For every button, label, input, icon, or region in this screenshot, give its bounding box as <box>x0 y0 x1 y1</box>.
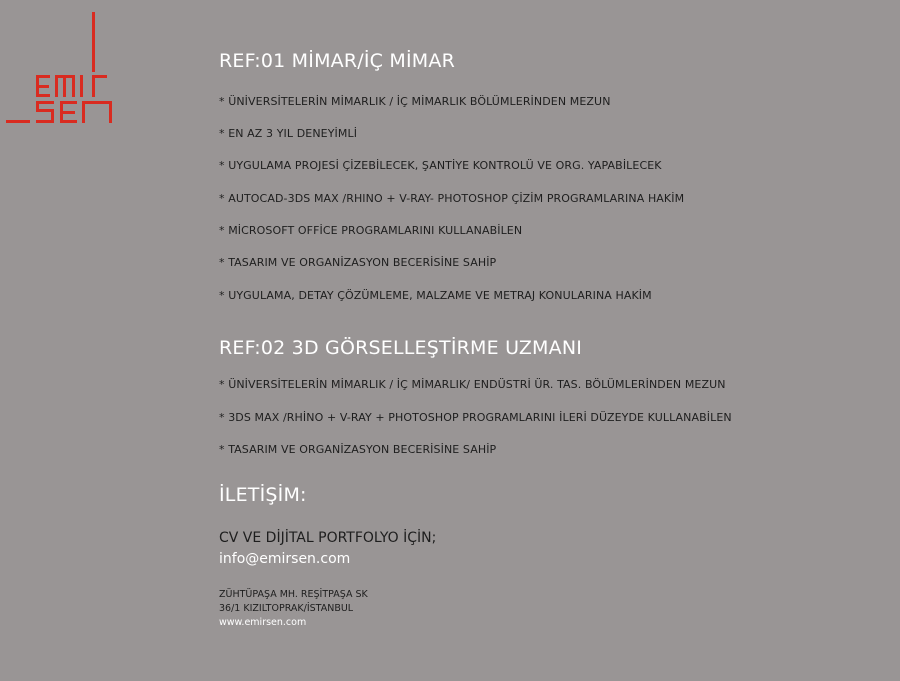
ref01-item: * AUTOCAD-3DS MAX /RHINO + V-RAY- PHOTOSHOP ÇİZİM PROGRAMLARINA HAKİM <box>219 192 685 205</box>
ref01-item: * UYGULAMA, DETAY ÇÖZÜMLEME, MALZAME VE METRAJ KONULARINA HAKİM <box>219 289 652 302</box>
ref02-title: REF:02 3D GÖRSELLEŞTİRME UZMANI <box>219 337 583 359</box>
address-line-2: 36/1 KIZILTOPRAK/İSTANBUL <box>219 603 354 614</box>
ref02-item: * TASARIM VE ORGANİZASYON BECERİSİNE SAHİP <box>219 443 497 456</box>
address-line-1: ZÜHTÜPAŞA MH. REŞİTPAŞA SK <box>219 589 368 600</box>
cv-portfolio-line: CV VE DİJİTAL PORTFOLYO İÇİN; <box>219 530 437 546</box>
ref01-item: * EN AZ 3 YIL DENEYİMLİ <box>219 127 358 140</box>
email-link[interactable]: info@emirsen.com <box>219 551 351 567</box>
ref01-item: * MİCROSOFT OFFİCE PROGRAMLARINI KULLANABİLEN <box>219 224 523 237</box>
website-link[interactable]: www.emirsen.com <box>219 617 307 628</box>
ref02-item: * ÜNİVERSİTELERİN MİMARLIK / İÇ MİMARLIK/ ENDÜSTRİ ÜR. TAS. BÖLÜMLERİNDEN MEZUN <box>219 378 726 391</box>
ref01-item: * ÜNİVERSİTELERİN MİMARLIK / İÇ MİMARLIK BÖLÜMLERİNDEN MEZUN <box>219 95 611 108</box>
ref02-item: * 3DS MAX /RHİNO + V-RAY + PHOTOSHOP PROGRAMLARINI İLERİ DÜZEYDE KULLANABİLEN <box>219 411 732 424</box>
ref01-title: REF:01 MİMAR/İÇ MİMAR <box>219 50 455 72</box>
ref01-item: * TASARIM VE ORGANİZASYON BECERİSİNE SAHİP <box>219 256 497 269</box>
emirsen-logo <box>6 12 118 127</box>
contact-title: İLETİŞİM: <box>219 484 307 506</box>
ref01-item: * UYGULAMA PROJESİ ÇİZEBİLECEK, ŞANTİYE KONTROLÜ VE ORG. YAPABİLECEK <box>219 159 662 172</box>
